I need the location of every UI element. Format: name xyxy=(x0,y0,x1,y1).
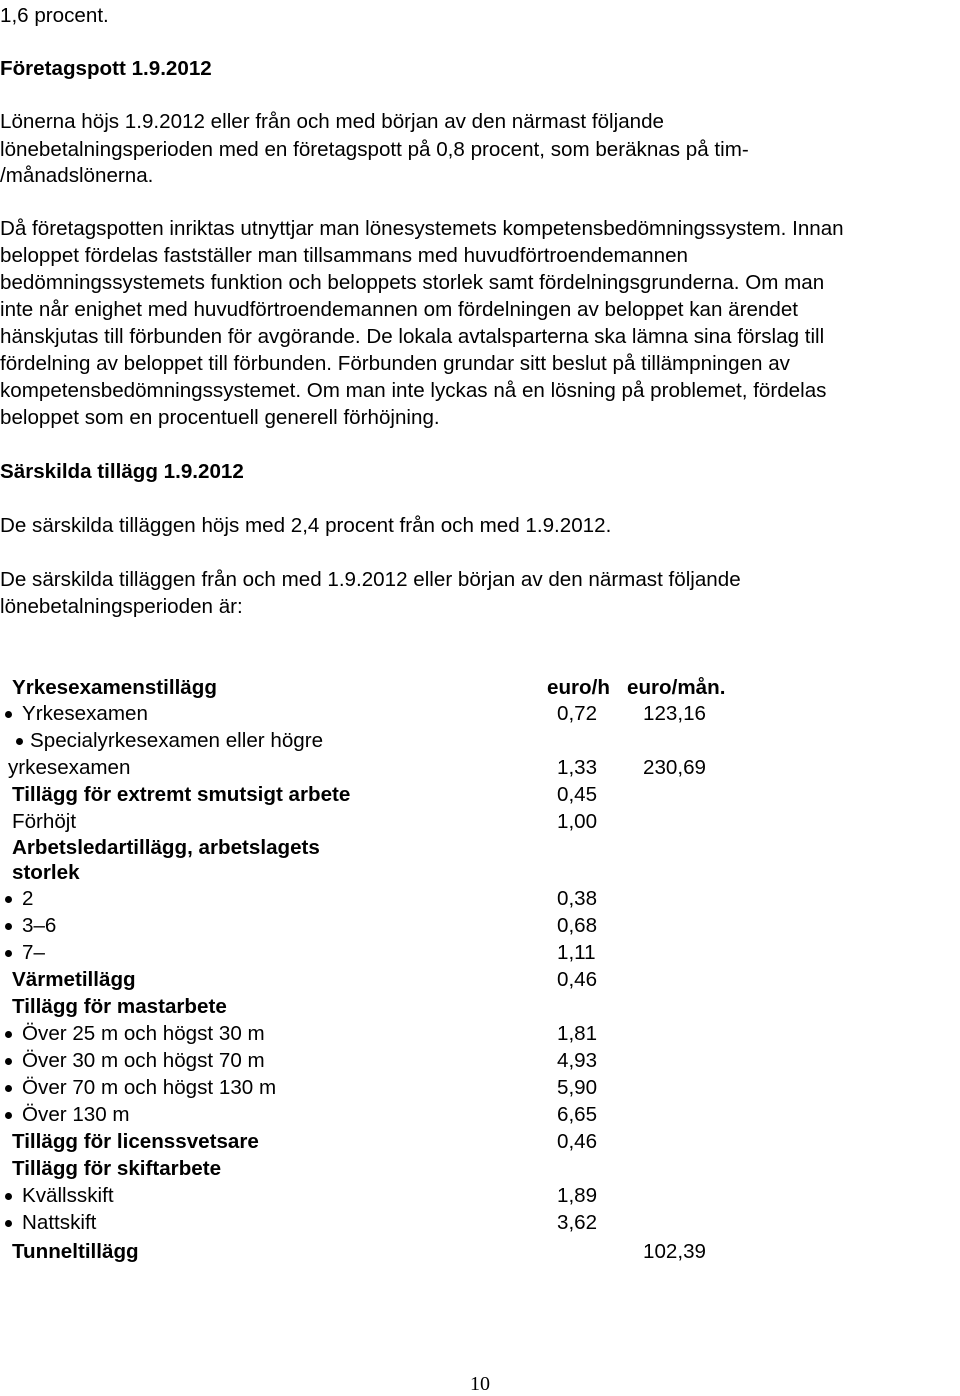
column-header-euro-per-hour: euro/h xyxy=(547,676,610,699)
table-cell-euro-man: 123,16 xyxy=(643,702,706,725)
table-row-label: 2 xyxy=(22,887,34,910)
heading-special-allowances: Särskilda tillägg 1.9.2012 xyxy=(0,460,244,483)
table-cell-euro-h: 4,93 xyxy=(557,1049,598,1072)
text-line: Då företagspotten inriktas utnyttjar man lönesystemets kompetensbedömningssystem. Innan xyxy=(0,217,844,240)
table-row-label: 3–6 xyxy=(22,914,57,937)
table-row-label: storlek xyxy=(12,861,80,884)
table-cell-euro-h: 1,89 xyxy=(557,1184,598,1207)
table-title: Yrkesexamenstillägg xyxy=(12,676,217,699)
bullet-icon xyxy=(5,896,12,903)
text-line: beloppet som en procentuell generell förhöjning. xyxy=(0,406,440,429)
text-line: hänskjutas till förbunden för avgörande. De lokala avtalsparterna ska lämna sina förslag till xyxy=(0,325,825,348)
table-row-label: Nattskift xyxy=(22,1211,97,1234)
table-row-label: Över 30 m och högst 70 m xyxy=(22,1049,265,1072)
table-row-label: Yrkesexamen xyxy=(22,702,148,725)
table-cell-euro-h: 1,81 xyxy=(557,1022,598,1045)
table-cell-euro-h: 1,11 xyxy=(557,941,596,964)
text-line: bedömningssystemets funktion och beloppets storlek samt fördelningsgrunderna. Om man xyxy=(0,271,825,294)
bullet-icon xyxy=(5,1085,12,1092)
table-cell-euro-h: 0,45 xyxy=(557,783,598,806)
text-line: De särskilda tilläggen från och med 1.9.2012 eller början av den närmast följande xyxy=(0,568,741,591)
table-row-label: yrkesexamen xyxy=(8,756,131,779)
table-row-label: Tillägg för licenssvetsare xyxy=(12,1130,259,1153)
table-cell-euro-h: 0,46 xyxy=(557,968,598,991)
text-line: beloppet fördelas fastställer man tillsammans med huvudförtroendemannen xyxy=(0,244,688,267)
table-row-label: 7– xyxy=(22,941,45,964)
table-cell-euro-man: 230,69 xyxy=(643,756,706,779)
table-row-label: Tillägg för mastarbete xyxy=(12,995,227,1018)
text-line: inte når enighet med huvudförtroendemannen om fördelningen av beloppet kan ärendet xyxy=(0,298,798,321)
text-line: 1,6 procent. xyxy=(0,4,109,27)
bullet-icon xyxy=(5,1058,12,1065)
bullet-icon xyxy=(5,711,12,718)
heading-company-pot: Företagspott 1.9.2012 xyxy=(0,57,212,80)
bullet-icon xyxy=(5,950,12,957)
table-cell-euro-h: 0,72 xyxy=(557,702,598,725)
table-cell-euro-h: 1,33 xyxy=(557,756,598,779)
text-line: fördelning av beloppet till förbunden. Förbunden grundar sitt beslut på tillämpningen av xyxy=(0,352,790,375)
text-line: lönebetalningsperioden med en företagspott på 0,8 procent, som beräknas på tim- xyxy=(0,138,749,161)
table-row-label: Värmetillägg xyxy=(12,968,136,991)
table-row-label: Förhöjt xyxy=(12,810,77,833)
table-cell-euro-h: 6,65 xyxy=(557,1103,598,1126)
table-cell-euro-man: 102,39 xyxy=(643,1240,706,1263)
text-line: De särskilda tilläggen höjs med 2,4 procent från och med 1.9.2012. xyxy=(0,514,612,537)
bullet-icon xyxy=(16,738,23,745)
page-number: 10 xyxy=(470,1373,490,1395)
bullet-icon xyxy=(5,1031,12,1038)
column-header-euro-per-month: euro/mån. xyxy=(627,676,726,699)
text-line: kompetensbedömningssystemet. Om man inte lyckas nå en lösning på problemet, fördelas xyxy=(0,379,827,402)
table-cell-euro-h: 0,68 xyxy=(557,914,598,937)
table-row-label: Specialyrkesexamen eller högre xyxy=(30,729,324,752)
table-row-label: Arbetsledartillägg, arbetslagets xyxy=(12,836,320,859)
bullet-icon xyxy=(5,1193,12,1200)
table-cell-euro-h: 0,38 xyxy=(557,887,598,910)
table-cell-euro-h: 3,62 xyxy=(557,1211,598,1234)
table-row-label: Tillägg för extremt smutsigt arbete xyxy=(12,783,351,806)
table-row-label: Kvällsskift xyxy=(22,1184,114,1207)
table-row-label: Över 25 m och högst 30 m xyxy=(22,1022,265,1045)
table-cell-euro-h: 5,90 xyxy=(557,1076,598,1099)
bullet-icon xyxy=(5,1112,12,1119)
text-line: lönebetalningsperioden är: xyxy=(0,595,243,618)
bullet-icon xyxy=(5,923,12,930)
text-line: /månadslönerna. xyxy=(0,164,154,187)
table-row-label: Över 70 m och högst 130 m xyxy=(22,1076,277,1099)
table-cell-euro-h: 0,46 xyxy=(557,1130,598,1153)
text-line: Lönerna höjs 1.9.2012 eller från och med början av den närmast följande xyxy=(0,110,665,133)
table-cell-euro-h: 1,00 xyxy=(557,810,598,833)
table-row-label: Över 130 m xyxy=(22,1103,130,1126)
table-row-label: Tillägg för skiftarbete xyxy=(12,1157,222,1180)
table-row-label: Tunneltillägg xyxy=(12,1240,139,1263)
bullet-icon xyxy=(5,1220,12,1227)
